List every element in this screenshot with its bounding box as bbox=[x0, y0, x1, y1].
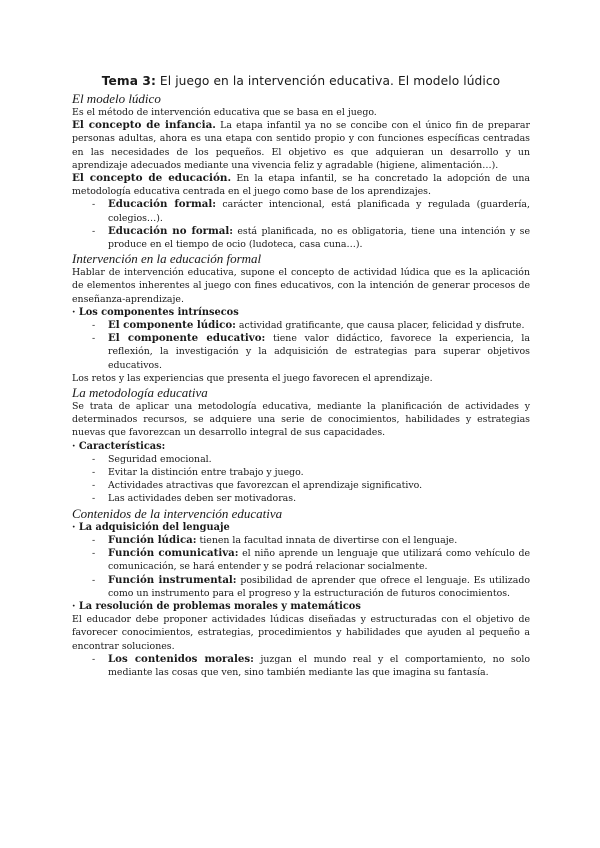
list-item: - Función lúdica: tienen la facultad innata de divertirse con el lenguaje. bbox=[92, 534, 530, 547]
dash-list bbox=[72, 319, 530, 372]
section-heading: Contenidos de la intervención educativa bbox=[72, 505, 283, 521]
title-text: El juego en la intervención educativa. El modelo lúdico bbox=[155, 74, 501, 88]
dash-list bbox=[72, 198, 530, 251]
paragraph: El concepto de educación. En la etapa infantil, se ha concretado la adopción de una metodología educativa centrada en el juego como base de los aprendizajes. bbox=[72, 172, 530, 198]
dash-list bbox=[72, 534, 530, 600]
list-item: - Educación formal: carácter intencional, está planificada y regulada (guardería, colegios…). bbox=[92, 198, 530, 224]
list-item: - Educación no formal: está planificada, no es obligatoria, tiene una intención y se produce en el tiempo de ocio (ludoteca, casa cuna…). bbox=[92, 225, 530, 251]
paragraph: Los retos y las experiencias que presenta el juego favorecen el aprendizaje. bbox=[72, 372, 433, 384]
subheading: · Características: bbox=[72, 440, 166, 452]
list-item: - Función comunicativa: el niño aprende un lenguaje que utilizará como vehículo de comunicación, se hará entender y se podrá relacionar socialmente. bbox=[92, 547, 530, 573]
list-item: - El componente lúdico: actividad gratificante, que causa placer, felicidad y disfrute. bbox=[92, 319, 530, 332]
list-item: - Las actividades deben ser motivadoras. bbox=[92, 492, 530, 505]
page-title bbox=[72, 74, 530, 88]
list-item: - Evitar la distinción entre trabajo y juego. bbox=[92, 466, 530, 479]
list-item: - Seguridad emocional. bbox=[92, 453, 530, 466]
subheading: · La resolución de problemas morales y matemáticos bbox=[72, 600, 361, 612]
document-page bbox=[72, 74, 530, 679]
paragraph: Es el método de intervención educativa que se basa en el juego. bbox=[72, 107, 377, 118]
paragraph: Hablar de intervención educativa, supone el concepto de actividad lúdica que es la aplicación de elementos inherentes al juego con fines educativos, con la intención de generar procesos de enseñanza-aprendizaje. bbox=[72, 267, 530, 305]
section-heading: La metodología educativa bbox=[72, 385, 208, 401]
list-item: - Función instrumental: posibilidad de aprender que ofrece el lenguaje. Es utilizado como un instrumento para el progreso y la estructuración de futuros conocimientos. bbox=[92, 574, 530, 600]
list-item: - Actividades atractivas que favorezcan el aprendizaje significativo. bbox=[92, 479, 530, 492]
subheading: · La adquisición del lenguaje bbox=[72, 521, 230, 533]
title-label: Tema 3: bbox=[101, 74, 156, 88]
list-item: - El componente educativo: tiene valor didáctico, favorece la experiencia, la reflexión, la investigación y la adquisición de estrategias para superar objetivos educativos. bbox=[92, 332, 530, 372]
dash-list bbox=[72, 653, 530, 679]
paragraph: El educador debe proponer actividades lúdicas diseñadas y estructuradas con el objetivo de favorecer conocimientos, estrategias, procedimientos y habilidades que ayuden al pequeño a encontrar soluciones. bbox=[72, 614, 530, 652]
paragraph: Se trata de aplicar una metodología educativa, mediante la planificación de actividades y determinados recursos, se adquiere una serie de conocimientos, habilidades y estrategias nuevas que favorezcan un desarrollo integral de sus capacidades. bbox=[72, 401, 530, 439]
paragraph: El concepto de infancia. La etapa infantil ya no se concibe con el único fin de preparar personas adultas, ahora es una etapa con sentido propio y con funciones específicas centradas en las necesidades de los pequeños. El objetivo es que adquieran un desarrollo y un aprendizaje adecuados mediante una vivencia feliz y agradable (higiene, alimentación…). bbox=[72, 119, 530, 171]
section-heading: Intervención en la educación formal bbox=[72, 251, 262, 267]
section-heading: El modelo lúdico bbox=[72, 91, 161, 106]
subheading: · Los componentes intrínsecos bbox=[72, 306, 239, 318]
dash-list bbox=[72, 453, 530, 506]
list-item: - Los contenidos morales: juzgan el mundo real y el comportamiento, no solo mediante las cosas que ven, sino también mediante las que imagina su fantasía. bbox=[92, 653, 530, 679]
